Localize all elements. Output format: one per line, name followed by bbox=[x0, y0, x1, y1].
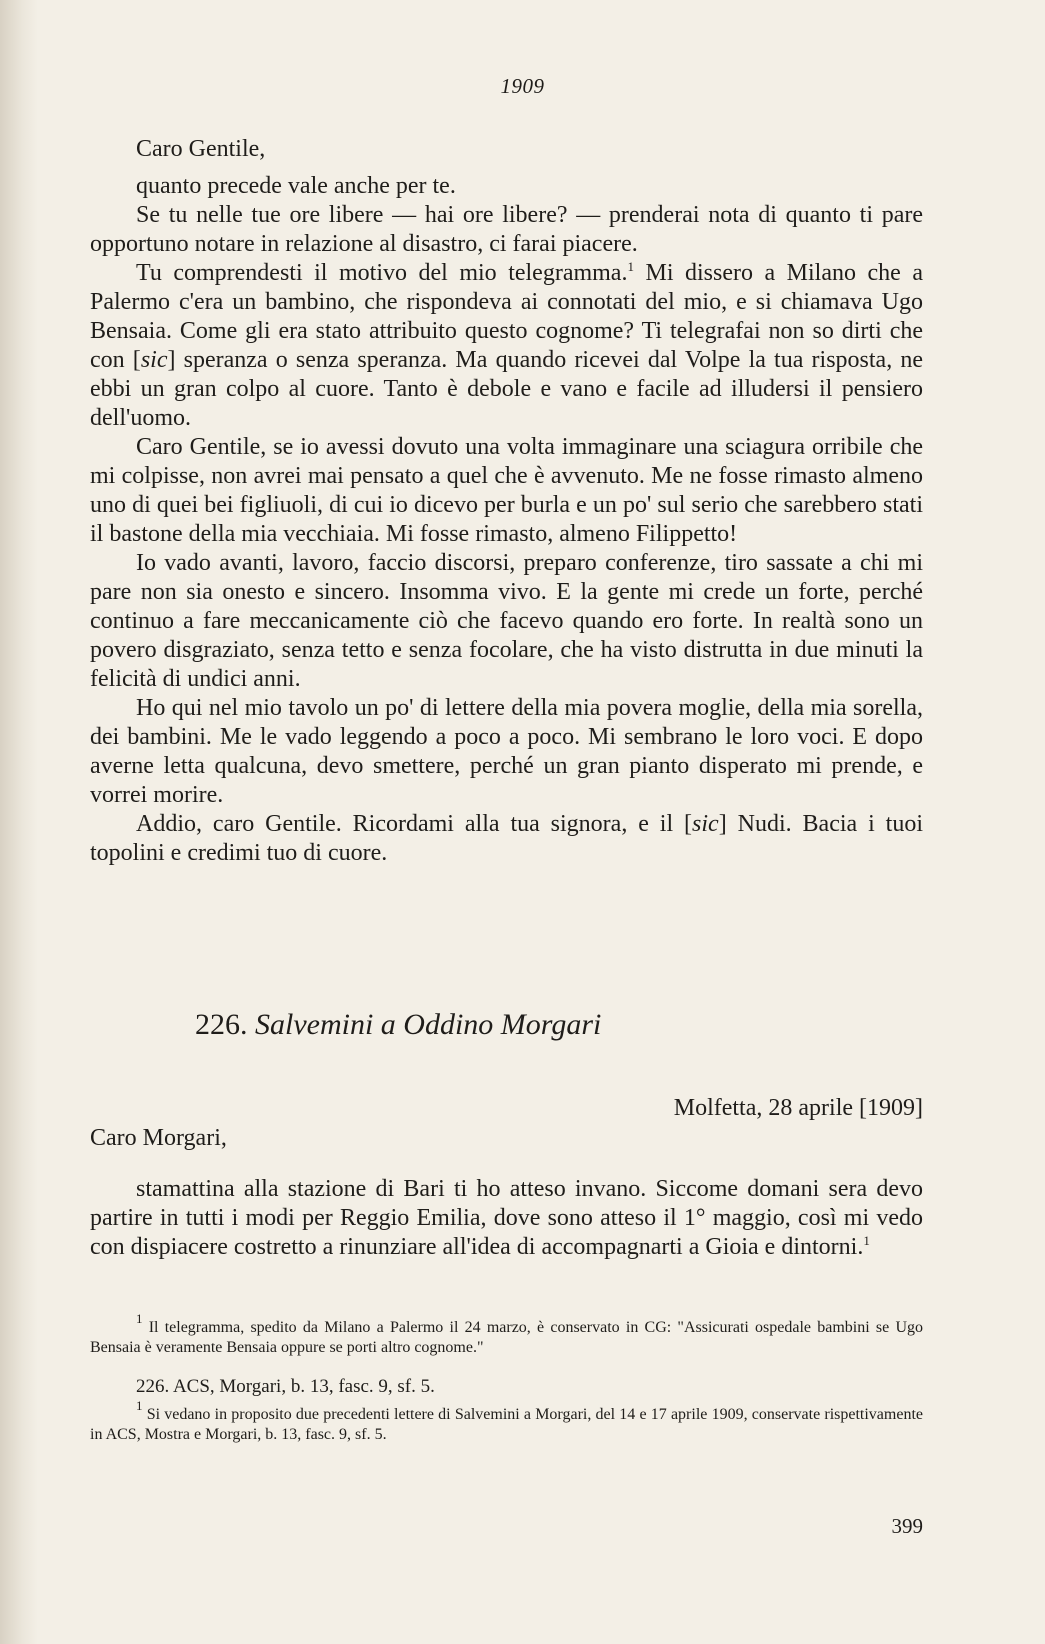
footnote-ref: 1 bbox=[863, 1233, 870, 1248]
footnote-number: 1 bbox=[136, 1311, 143, 1326]
text-span: Mi dissero a Milano che a Palermo c'era un bambino, che rispondeva ai connotati del mio, e si chiamava Ugo Bensaia. Come gli era stato attribuito questo cognome? Ti telegrafai non so dirti che con [ bbox=[90, 260, 923, 373]
letter1-paragraph-telegram bbox=[90, 259, 923, 433]
footnote-1 bbox=[90, 1311, 923, 1358]
sic-mark: sic bbox=[692, 811, 719, 837]
footnote-number: 1 bbox=[136, 1398, 143, 1413]
sic-mark: sic bbox=[140, 347, 168, 373]
letter2-greeting: Caro Morgari, bbox=[90, 1125, 227, 1151]
letter2-paragraph bbox=[90, 1175, 923, 1262]
running-head: 1909 bbox=[500, 74, 545, 98]
footnote-ref: 1 bbox=[627, 259, 634, 274]
letter-number: 226. bbox=[195, 1008, 248, 1041]
letter1-greeting: Caro Gentile, bbox=[136, 136, 266, 162]
page-gutter-shadow bbox=[0, 0, 38, 1644]
letter-to-morgari bbox=[90, 1175, 923, 1262]
footnote-2 bbox=[90, 1398, 923, 1445]
letter1-paragraph: Ho qui nel mio tavolo un po' di lettere della mia povera moglie, della mia sorella, dei bambini. Me le vado leggendo a poco a poco. Mi sembrano le loro voci. E dopo averne letta qualcuna, devo smettere, perché un gran pianto disperato mi prende, e vorrei morire. bbox=[90, 695, 923, 808]
letter-heading bbox=[195, 1008, 895, 1042]
place-date: Molfetta, 28 aprile [1909] bbox=[673, 1095, 923, 1121]
footnote-text: Il telegramma, spedito da Milano a Palermo il 24 marzo, è conservato in CG: "Assicurati ospedale bambini se Ugo Bensaia è veramente Bensaia oppure se porti altro cognome." bbox=[90, 1319, 923, 1356]
letter1-paragraph: Caro Gentile, se io avessi dovuto una volta immaginare una sciagura orribile che mi colpisse, non avrei mai pensato a quel che è avvenuto. Me ne fosse rimasto almeno uno di quei bei figliuoli, di cui io dicevo per burla e un po' sul serio che sarebbero stati il bastone della mia vecchiaia. Mi fosse rimasto, almeno Filippetto! bbox=[90, 434, 923, 547]
letter-to-gentile bbox=[90, 135, 923, 868]
footnote-text: Si vedano in proposito due precedenti lettere di Salvemini a Morgari, del 14 e 17 aprile 1909, conservate rispettivamente in ACS, Mostra e Morgari, b. 13, fasc. 9, sf. 5. bbox=[90, 1406, 923, 1443]
letter1-paragraph: quanto precede vale anche per te. bbox=[136, 173, 456, 199]
letter1-paragraph: Se tu nelle tue ore libere — hai ore libere? — prenderai nota di quanto ti pare opportuno notare in relazione al disastro, ci farai piacere. bbox=[90, 202, 923, 257]
text-span: Tu comprendesti il motivo del mio telegramma. bbox=[136, 260, 628, 286]
letter-title: Salvemini a Oddino Morgari bbox=[255, 1008, 602, 1041]
text-span: ] speranza o senza speranza. Ma quando ricevei dal Volpe la tua risposta, ne ebbi un gran colpo al cuore. Tanto è debole e vano e facile ad illudersi il pensiero dell'uomo. bbox=[90, 347, 924, 431]
text-span: Addio, caro Gentile. Ricordami alla tua signora, e il [ bbox=[136, 811, 693, 837]
text-span: ] Nudi. Bacia i tuoi topolini e credimi tuo di cuore. bbox=[90, 811, 923, 866]
letter1-closing bbox=[90, 810, 923, 868]
source-note: 226. ACS, Morgari, b. 13, fasc. 9, sf. 5. bbox=[136, 1376, 435, 1397]
letter1-paragraph: Io vado avanti, lavoro, faccio discorsi, preparo conferenze, tiro sassate a chi mi pare non sia onesto e sincero. Insomma vivo. E la gente mi crede un forte, perché continuo a fare meccanicamente ciò che facevo quando ero forte. In realtà sono un povero disgraziato, senza tetto e senza focolare, che ha visto distrutta in due minuti la felicità di undici anni. bbox=[90, 550, 923, 692]
text-span: stamattina alla stazione di Bari ti ho atteso invano. Siccome domani sera devo partire in tutti i modi per Reggio Emilia, dove sono atteso il 1° maggio, così mi vedo con dispiacere costretto a rinunziare all'idea di accompagnarti a Gioia e dintorni. bbox=[90, 1176, 923, 1260]
page-number: 399 bbox=[891, 1514, 923, 1538]
